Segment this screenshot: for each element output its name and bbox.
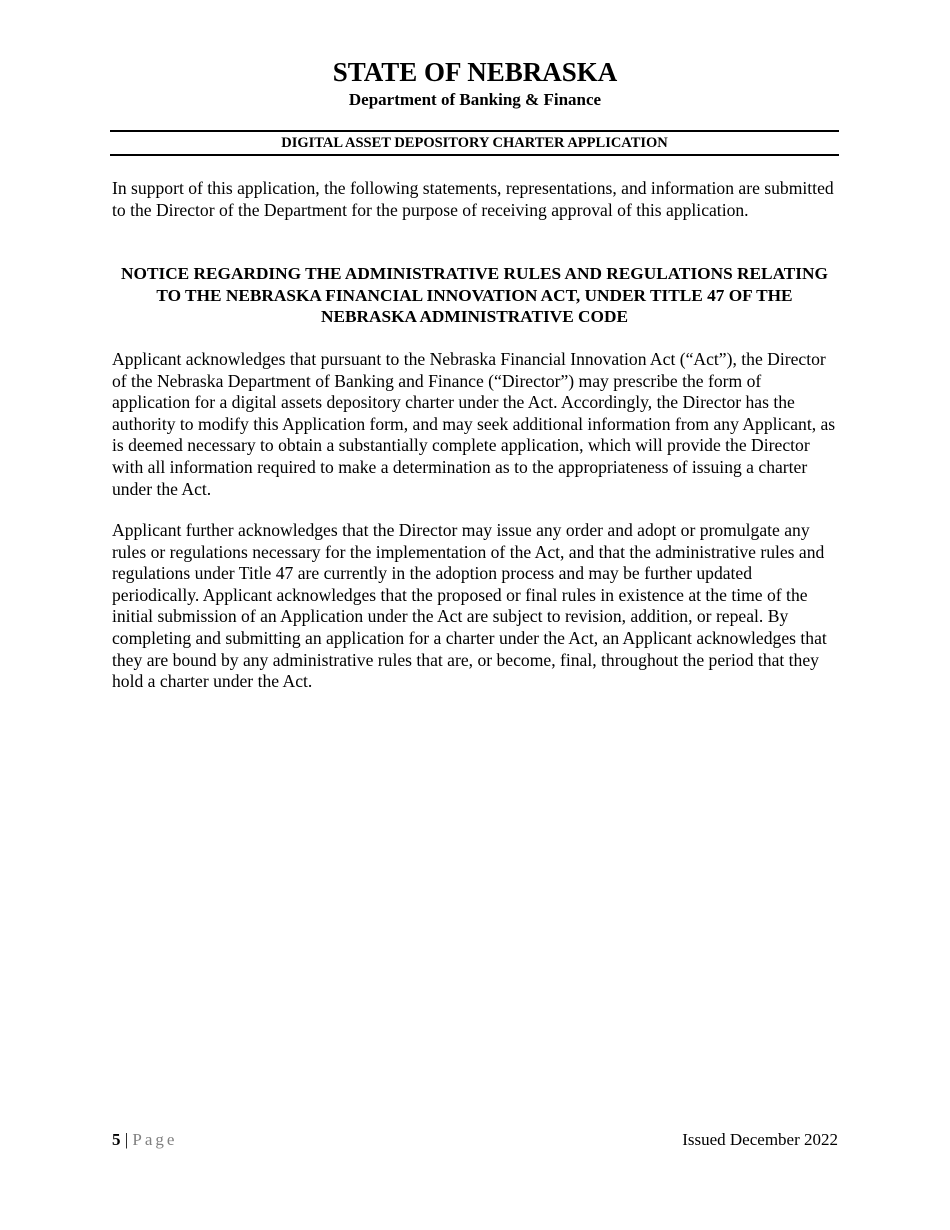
acknowledgement-paragraph-2: Applicant further acknowledges that the Director may issue any order and adopt or promulgate any rules or regulations necessary for the implementation of the Act, and that the administrative rules and regulations under Title 47 are currently in the adoption process and may be further updated periodically. Applicant acknowledges that the proposed or final rules in existence at the time of the initial submission of an Application under the Act are subject to revision, addition, or repeal. By completing and submitting an application for a charter under the Act, an Applicant acknowledges that they are bound by any administrative rules that are, or become, final, throughout the period that they hold a charter under the Act. bbox=[112, 520, 827, 692]
page-title: STATE OF NEBRASKA bbox=[332, 57, 618, 87]
page-label: Page bbox=[132, 1130, 178, 1149]
acknowledgement-paragraph-1: Applicant acknowledges that pursuant to the Nebraska Financial Innovation Act (“Act”), the Director of the Nebraska Department of Banking and Finance (“Director”) may prescribe the form of application for a digital assets depository charter under the Act. Accordingly, the Director has the authority to modify this Application form, and may seek additional information from any Applicant, as is deemed necessary to obtain a substantially complete application, which will provide the Director with all information required to make a determination as to the appropriateness of issuing a charter under the Act. bbox=[112, 349, 836, 499]
issued-date: Issued December 2022 bbox=[682, 1130, 838, 1149]
notice-heading: NOTICE REGARDING THE ADMINISTRATIVE RULES AND REGULATIONS RELATING TO THE NEBRASKA FINANCIAL INNOVATION ACT, UNDER TITLE 47 OF THE NEBRASKA ADMINISTRATIVE CODE bbox=[121, 264, 828, 327]
page-number: 5 bbox=[112, 1130, 121, 1149]
department-subtitle: Department of Banking & Finance bbox=[348, 90, 602, 109]
page-footer-number bbox=[112, 1129, 177, 1150]
page-separator: | bbox=[124, 1130, 129, 1149]
intro-paragraph: In support of this application, the following statements, representations, and information are submitted to the Director of the Department for the purpose of receiving approval of this application. bbox=[112, 178, 834, 220]
application-banner: DIGITAL ASSET DEPOSITORY CHARTER APPLICATION bbox=[110, 130, 839, 156]
